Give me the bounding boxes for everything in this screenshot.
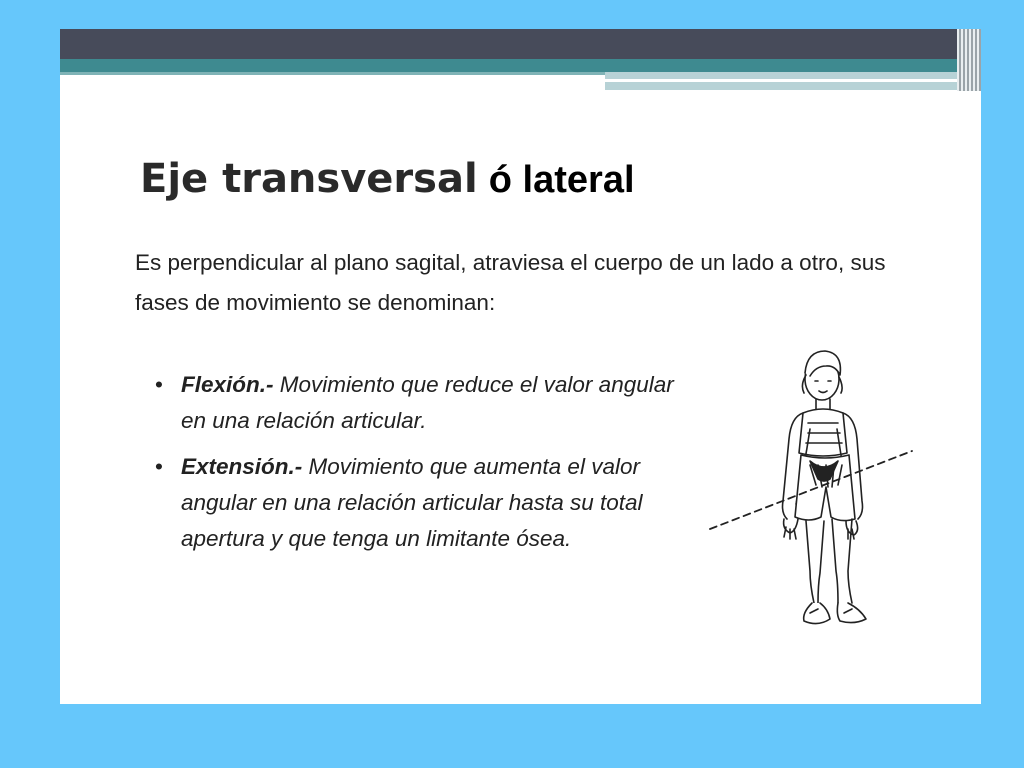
slide xyxy=(60,29,981,704)
human-body-transverse-axis-icon xyxy=(700,339,920,639)
bullet-icon: • xyxy=(155,454,163,479)
term-flexion: Flexión.- xyxy=(181,372,274,397)
list-item-extension xyxy=(155,449,695,557)
header-accent-line xyxy=(605,79,975,82)
definition-extension: Movimiento que aumenta el valor angular en una relación articular hasta su total apertura y que tenga un limitante ósea. xyxy=(181,454,643,551)
slide-title xyxy=(140,156,635,202)
intro-text: Es perpendicular al plano sagital, atraviesa el cuerpo de un lado a otro, sus fases de movimiento se denominan: xyxy=(135,250,886,315)
bullet-icon: • xyxy=(155,372,163,397)
header-stripes xyxy=(957,29,981,91)
header-band-dark xyxy=(60,29,981,59)
header-divider xyxy=(60,72,605,75)
term-extension: Extensión.- xyxy=(181,454,303,479)
definition-flexion: Movimiento que reduce el valor angular en una relación articular. xyxy=(181,372,674,433)
list-item-flexion xyxy=(155,367,695,439)
title-main: Eje transversal xyxy=(140,156,478,202)
movement-list xyxy=(155,367,695,567)
header-band-teal xyxy=(60,59,981,72)
title-suffix: ó lateral xyxy=(488,159,635,201)
